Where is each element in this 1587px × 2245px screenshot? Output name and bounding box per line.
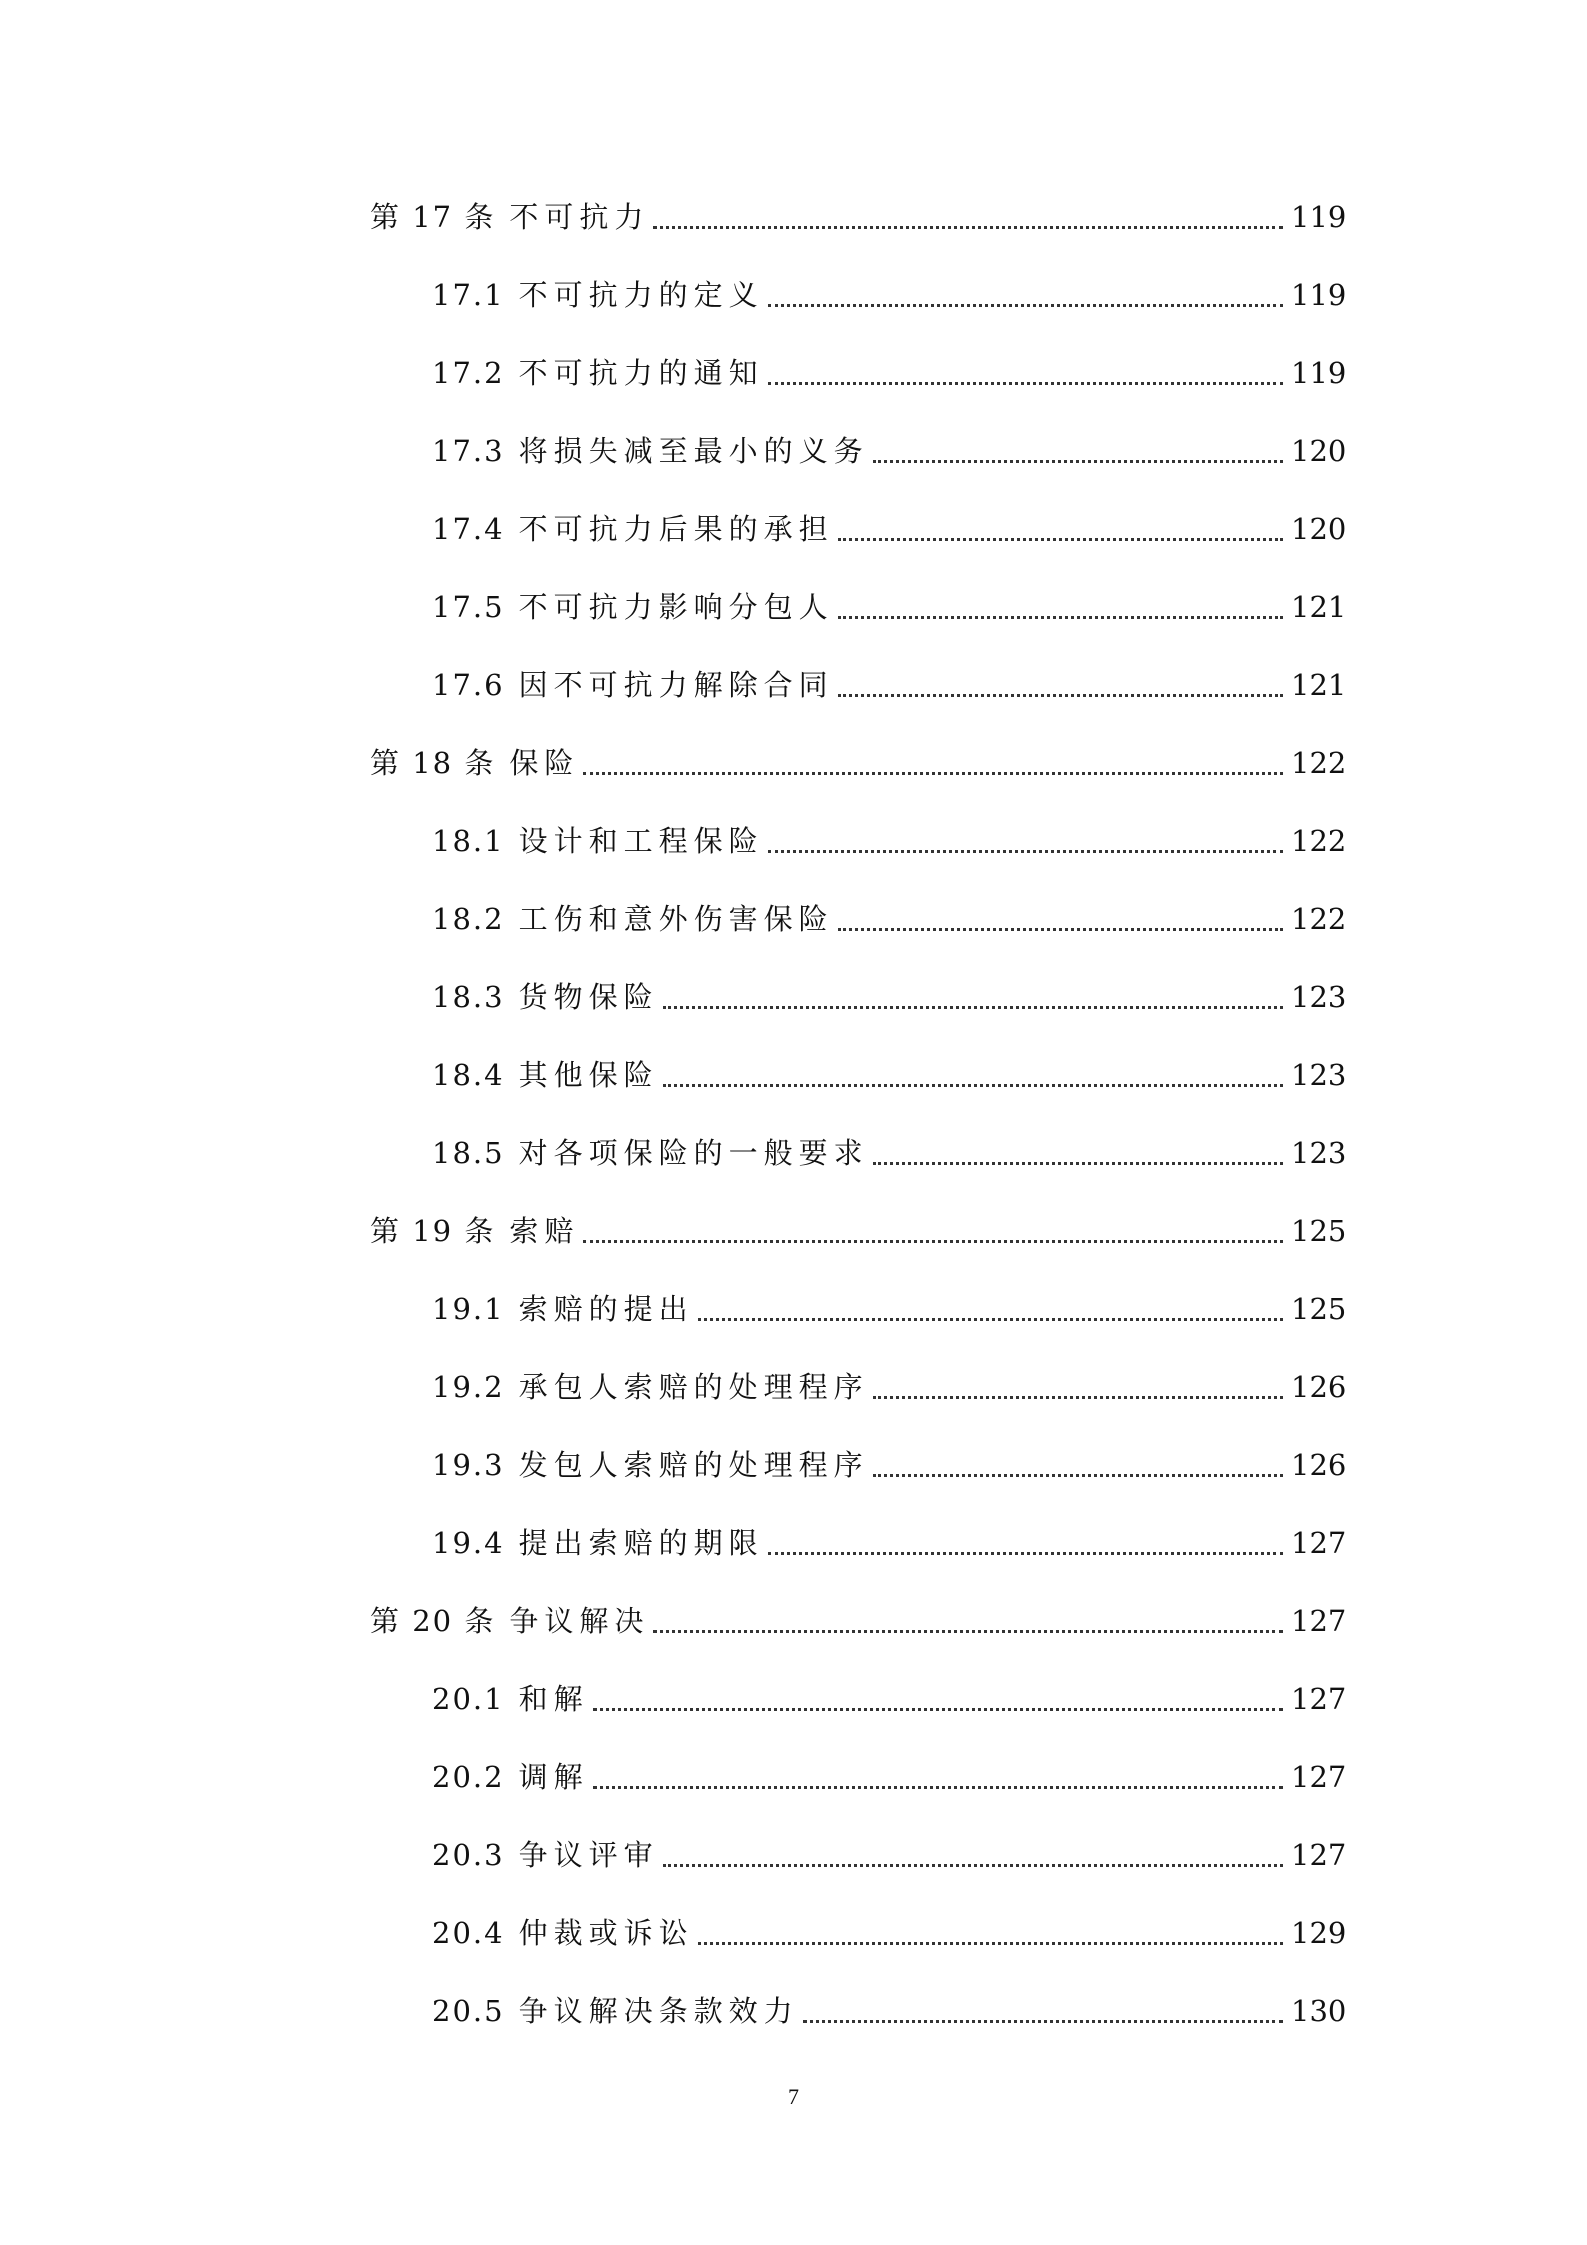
toc-entry-title: 争议解决条款效力	[518, 1993, 799, 2028]
toc-entry-18-2[interactable]	[0, 880, 1587, 958]
toc-entry-number: 第 17 条	[370, 199, 496, 234]
toc-entry-19-2[interactable]	[0, 1348, 1587, 1426]
toc-entry-page: 122	[1291, 745, 1347, 780]
leader-dots	[838, 536, 1283, 541]
toc-entry-text	[432, 1447, 869, 1482]
toc-entry-article-18[interactable]	[0, 724, 1587, 802]
leader-dots	[838, 926, 1283, 931]
toc-entry-number: 17.6	[432, 667, 505, 702]
toc-entry-page: 127	[1291, 1681, 1347, 1716]
toc-entry-20-1[interactable]	[0, 1660, 1587, 1738]
toc-entry-18-1[interactable]	[0, 802, 1587, 880]
toc-entry-page: 121	[1291, 667, 1347, 702]
toc-entry-title: 不可抗力的通知	[518, 355, 764, 390]
toc-entry-number: 20.1	[432, 1681, 505, 1716]
toc-entry-page: 127	[1291, 1525, 1347, 1560]
toc-entry-title: 保险	[509, 745, 580, 780]
leader-dots	[663, 1862, 1283, 1867]
toc-entry-title: 对各项保险的一般要求	[518, 1135, 869, 1170]
leader-dots	[593, 1784, 1283, 1789]
toc-entry-page: 120	[1291, 511, 1347, 546]
toc-entry-page: 123	[1291, 1135, 1347, 1170]
leader-dots	[838, 692, 1283, 697]
toc-entry-title: 货物保险	[518, 979, 659, 1014]
toc-entry-number: 18.1	[432, 823, 505, 858]
toc-entry-number: 20.4	[432, 1915, 505, 1950]
toc-entry-number: 17.3	[432, 433, 505, 468]
toc-entry-page: 125	[1291, 1291, 1347, 1326]
leader-dots	[838, 614, 1283, 619]
toc-entry-17-3[interactable]	[0, 412, 1587, 490]
toc-entry-20-3[interactable]	[0, 1816, 1587, 1894]
toc-entry-number: 18.3	[432, 979, 505, 1014]
toc-entry-title: 承包人索赔的处理程序	[518, 1369, 869, 1404]
leader-dots	[768, 1550, 1283, 1555]
toc-entry-number: 19.3	[432, 1447, 505, 1482]
toc-entry-title: 索赔的提出	[518, 1291, 694, 1326]
toc-entry-title: 索赔	[509, 1213, 580, 1248]
toc-entry-text	[432, 1915, 694, 1950]
leader-dots	[593, 1706, 1283, 1711]
toc-entry-18-5[interactable]	[0, 1114, 1587, 1192]
toc-entry-17-1[interactable]	[0, 256, 1587, 334]
toc-entry-title: 因不可抗力解除合同	[518, 667, 834, 702]
toc-entry-19-3[interactable]	[0, 1426, 1587, 1504]
toc-entry-number: 18.4	[432, 1057, 505, 1092]
toc-entry-text	[432, 1369, 869, 1404]
toc-entry-page: 123	[1291, 1057, 1347, 1092]
leader-dots	[768, 302, 1283, 307]
toc-entry-text	[432, 1135, 869, 1170]
leader-dots	[663, 1004, 1283, 1009]
toc-entry-text	[432, 511, 834, 546]
leader-dots	[698, 1940, 1283, 1945]
toc-entry-text	[432, 823, 764, 858]
toc-entry-page: 126	[1291, 1369, 1347, 1404]
toc-entry-19-1[interactable]	[0, 1270, 1587, 1348]
toc-entry-page: 129	[1291, 1915, 1347, 1950]
toc-entry-text	[370, 1603, 650, 1638]
leader-dots	[653, 224, 1283, 229]
table-of-contents	[0, 178, 1587, 2050]
toc-entry-number: 18.5	[432, 1135, 505, 1170]
toc-entry-article-19[interactable]	[0, 1192, 1587, 1270]
toc-entry-page: 121	[1291, 589, 1347, 624]
toc-entry-text	[432, 1681, 589, 1716]
toc-entry-page: 122	[1291, 901, 1347, 936]
leader-dots	[873, 1472, 1283, 1477]
toc-entry-number: 17.1	[432, 277, 505, 312]
leader-dots	[583, 1238, 1283, 1243]
toc-entry-text	[432, 1837, 659, 1872]
toc-entry-text	[432, 901, 834, 936]
toc-entry-page: 122	[1291, 823, 1347, 858]
toc-entry-number: 第 18 条	[370, 745, 496, 780]
toc-entry-17-5[interactable]	[0, 568, 1587, 646]
toc-entry-text	[370, 199, 650, 234]
toc-entry-text	[432, 1759, 589, 1794]
toc-entry-page: 130	[1291, 1993, 1347, 2028]
leader-dots	[873, 1160, 1283, 1165]
toc-entry-text	[370, 1213, 580, 1248]
toc-entry-title: 调解	[518, 1759, 589, 1794]
toc-entry-title: 争议评审	[518, 1837, 659, 1872]
toc-entry-text	[370, 745, 580, 780]
toc-entry-number: 第 20 条	[370, 1603, 496, 1638]
toc-entry-number: 19.2	[432, 1369, 505, 1404]
toc-entry-20-4[interactable]	[0, 1894, 1587, 1972]
toc-entry-title: 其他保险	[518, 1057, 659, 1092]
toc-entry-number: 17.4	[432, 511, 505, 546]
toc-entry-text	[432, 1057, 659, 1092]
toc-entry-text	[432, 1993, 799, 2028]
toc-entry-number: 19.4	[432, 1525, 505, 1560]
toc-entry-title: 仲裁或诉讼	[518, 1915, 694, 1950]
toc-entry-page: 126	[1291, 1447, 1347, 1482]
toc-entry-number: 18.2	[432, 901, 505, 936]
leader-dots	[698, 1316, 1283, 1321]
toc-entry-title: 提出索赔的期限	[518, 1525, 764, 1560]
toc-entry-number: 19.1	[432, 1291, 505, 1326]
toc-entry-text	[432, 1291, 694, 1326]
toc-entry-text	[432, 589, 834, 624]
toc-entry-text	[432, 277, 764, 312]
toc-entry-title: 争议解决	[509, 1603, 650, 1638]
toc-entry-text	[432, 667, 834, 702]
toc-entry-number: 20.5	[432, 1993, 505, 2028]
toc-entry-title: 发包人索赔的处理程序	[518, 1447, 869, 1482]
leader-dots	[768, 848, 1283, 853]
toc-entry-18-3[interactable]	[0, 958, 1587, 1036]
toc-entry-20-5[interactable]	[0, 1972, 1587, 2050]
toc-entry-title: 将损失减至最小的义务	[518, 433, 869, 468]
toc-entry-text	[432, 433, 869, 468]
toc-entry-page: 119	[1291, 277, 1347, 312]
toc-entry-page: 127	[1291, 1759, 1347, 1794]
toc-entry-number: 20.3	[432, 1837, 505, 1872]
toc-entry-number: 17.2	[432, 355, 505, 390]
toc-entry-title: 设计和工程保险	[518, 823, 764, 858]
toc-entry-17-6[interactable]	[0, 646, 1587, 724]
toc-entry-number: 17.5	[432, 589, 505, 624]
toc-entry-title: 不可抗力	[509, 199, 650, 234]
leader-dots	[873, 1394, 1283, 1399]
toc-entry-title: 不可抗力的定义	[518, 277, 764, 312]
toc-entry-title: 和解	[518, 1681, 589, 1716]
leader-dots	[768, 380, 1283, 385]
toc-entry-18-4[interactable]	[0, 1036, 1587, 1114]
leader-dots	[663, 1082, 1283, 1087]
toc-entry-page: 123	[1291, 979, 1347, 1014]
leader-dots	[653, 1628, 1283, 1633]
toc-entry-page: 119	[1291, 199, 1347, 234]
toc-entry-20-2[interactable]	[0, 1738, 1587, 1816]
toc-entry-17-2[interactable]	[0, 334, 1587, 412]
leader-dots	[583, 770, 1283, 775]
toc-entry-page: 127	[1291, 1603, 1347, 1638]
toc-entry-page: 125	[1291, 1213, 1347, 1248]
toc-entry-text	[432, 979, 659, 1014]
toc-entry-title: 不可抗力后果的承担	[518, 511, 834, 546]
toc-entry-text	[432, 1525, 764, 1560]
leader-dots	[873, 458, 1283, 463]
page-number: 7	[788, 2084, 799, 2109]
toc-entry-article-17[interactable]	[0, 178, 1587, 256]
toc-entry-title: 不可抗力影响分包人	[518, 589, 834, 624]
toc-entry-17-4[interactable]	[0, 490, 1587, 568]
toc-entry-19-4[interactable]	[0, 1504, 1587, 1582]
leader-dots	[803, 2018, 1283, 2023]
toc-entry-page: 127	[1291, 1837, 1347, 1872]
toc-entry-number: 20.2	[432, 1759, 505, 1794]
toc-entry-page: 120	[1291, 433, 1347, 468]
toc-entry-page: 119	[1291, 355, 1347, 390]
toc-entry-title: 工伤和意外伤害保险	[518, 901, 834, 936]
toc-entry-number: 第 19 条	[370, 1213, 496, 1248]
toc-entry-text	[432, 355, 764, 390]
toc-entry-article-20[interactable]	[0, 1582, 1587, 1660]
